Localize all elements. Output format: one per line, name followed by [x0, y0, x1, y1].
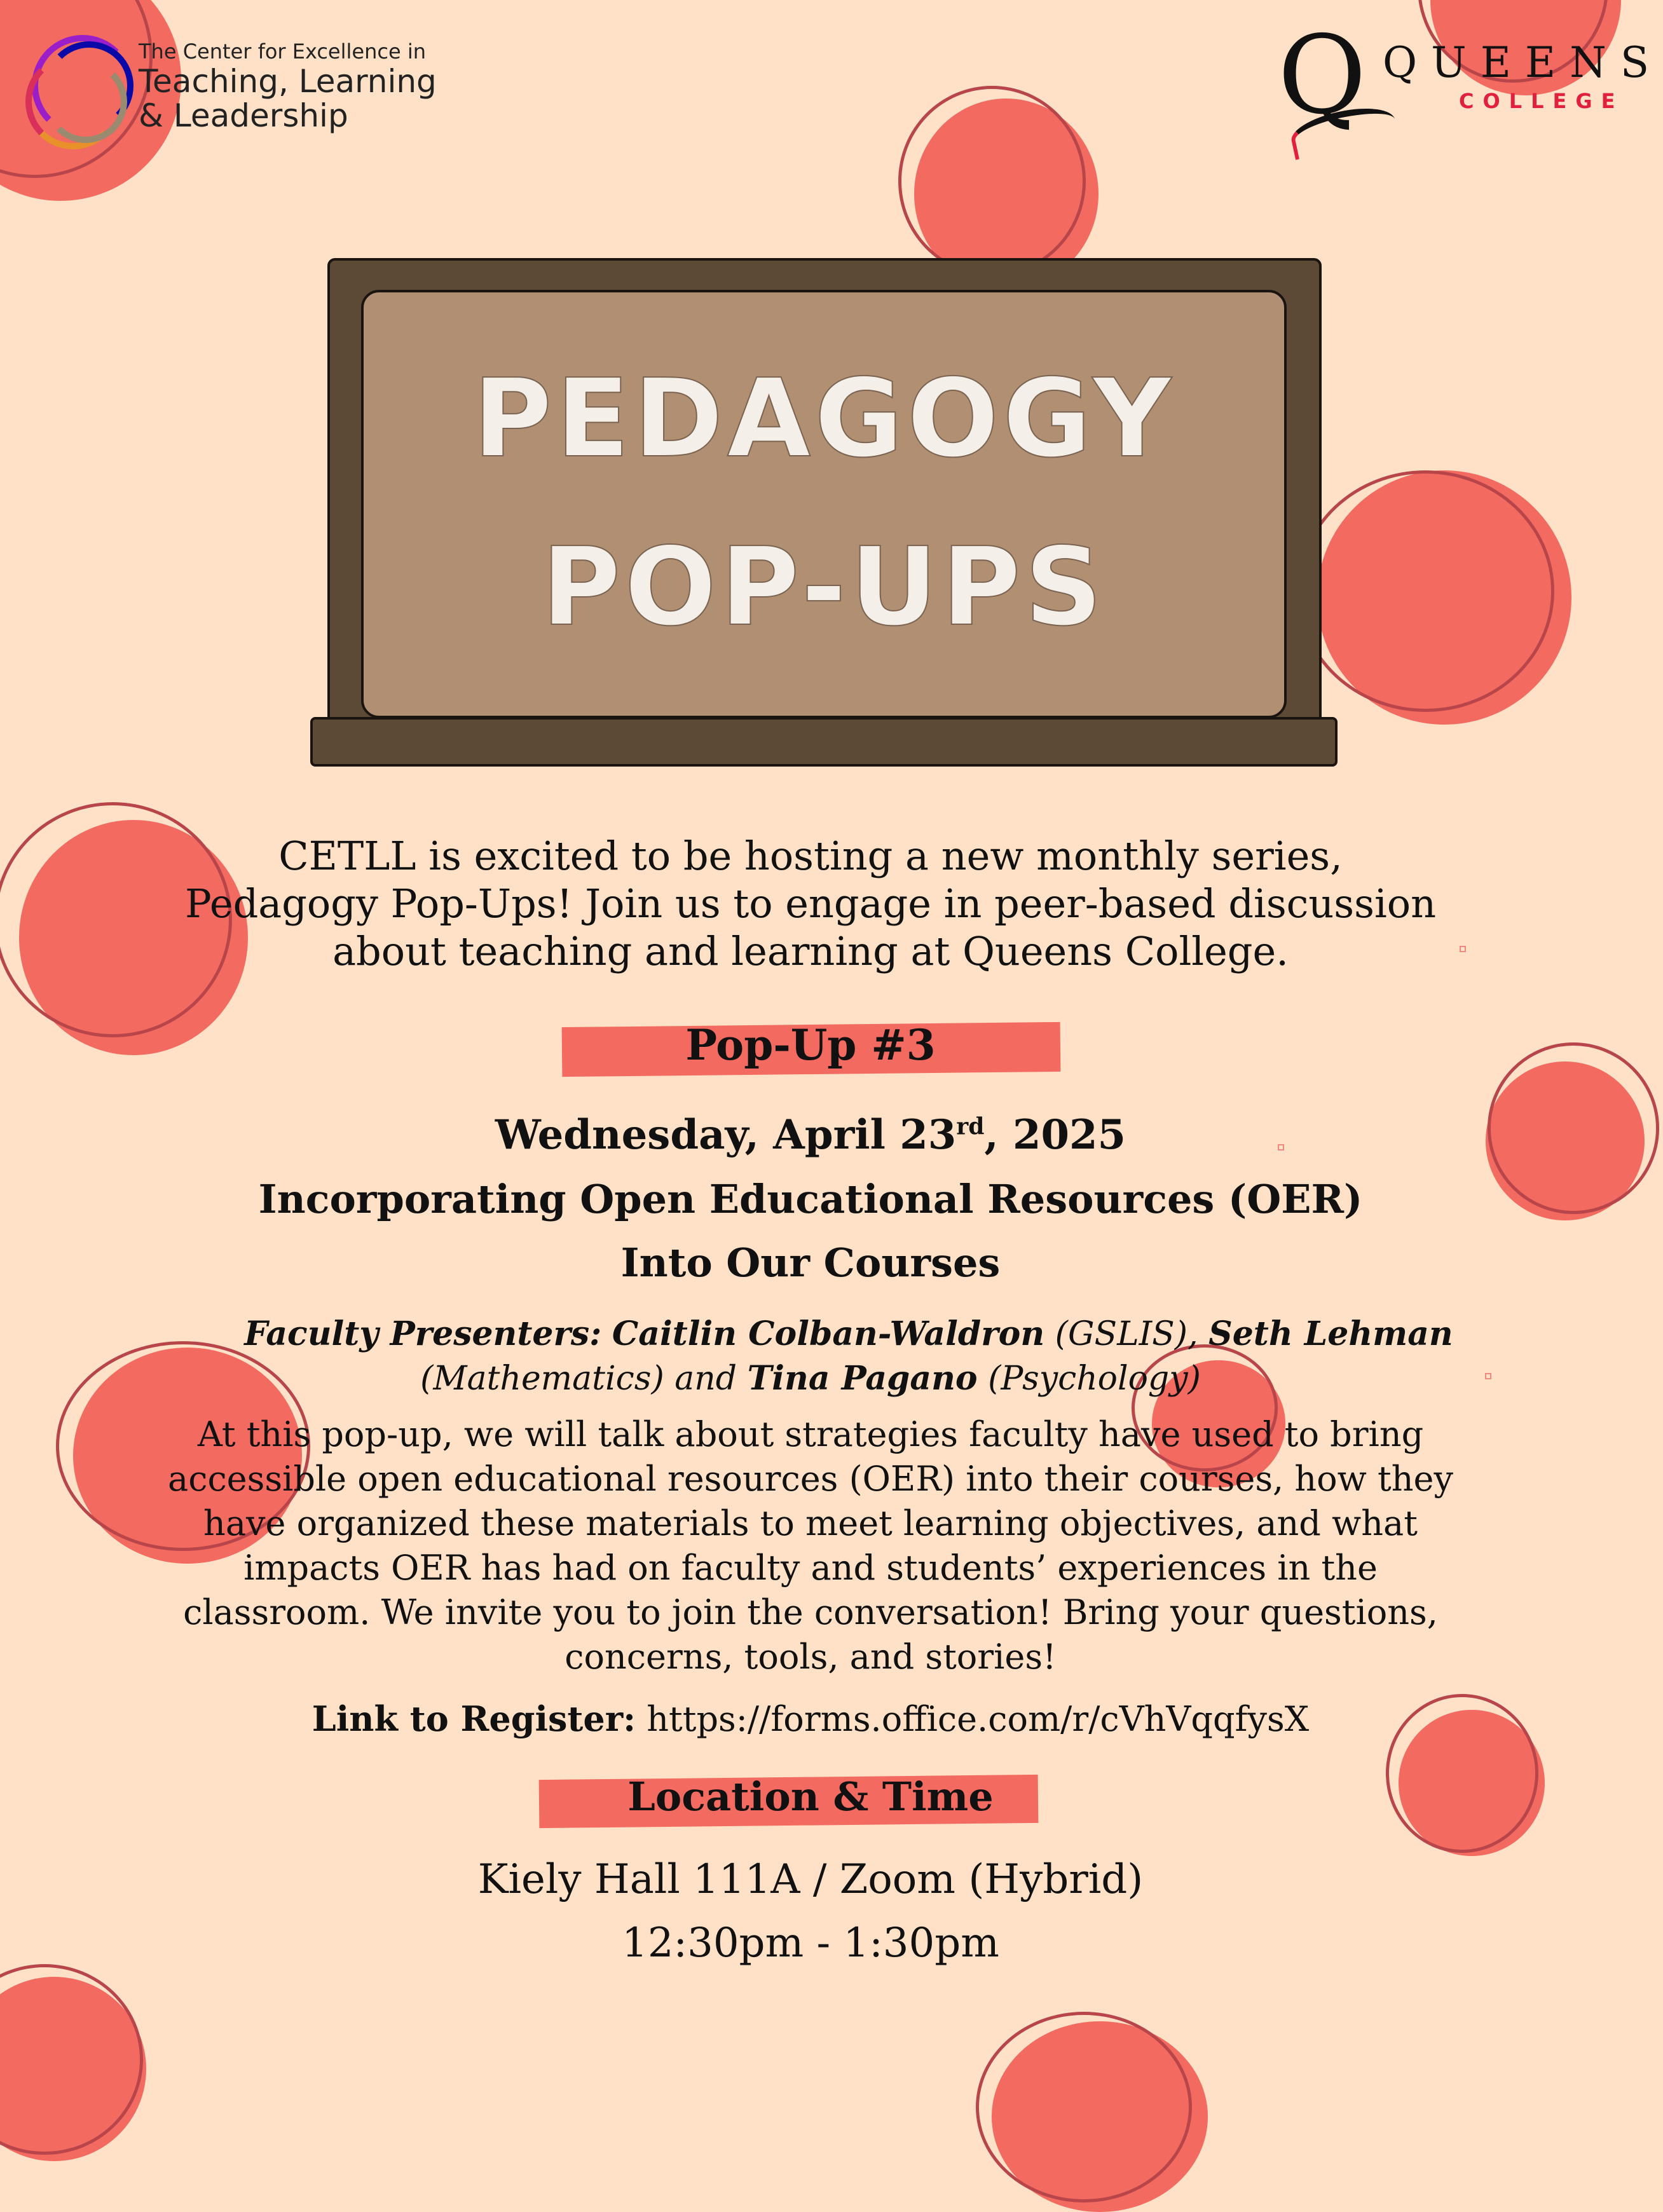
time-text: 12:30pm - 1:30pm — [622, 1920, 999, 1967]
intro-line: Pedagogy Pop-Ups! Join us to engage in peer-based discussion — [184, 880, 1437, 927]
location-label: Location & Time — [627, 1773, 994, 1820]
presenters-and: and — [674, 1360, 737, 1398]
intro-line: about teaching and learning at Queens College. — [332, 928, 1289, 974]
event-title-line: Into Our Courses — [620, 1239, 1001, 1286]
presenter-dept: (Mathematics) — [420, 1360, 664, 1398]
presenters-label: Faculty Presenters: — [244, 1314, 602, 1353]
presenters-line — [0, 1359, 1621, 1398]
register-link[interactable]: https://forms.office.com/r/cVhVqqfysX — [647, 1699, 1310, 1739]
description-line: accessible open educational resources (OER) into their courses, how they — [168, 1459, 1453, 1499]
swirl-logo-icon — [25, 35, 133, 143]
location-text: Kiely Hall 111A / Zoom (Hybrid) — [477, 1856, 1144, 1903]
description-line: At this pop-up, we will talk about strategies faculty have used to bring — [197, 1414, 1424, 1454]
date-year: , 2025 — [984, 1111, 1126, 1159]
board-title-line2: POP-UPS — [541, 524, 1107, 650]
description-line: impacts OER has had on faculty and students’ experiences in the — [243, 1548, 1378, 1588]
queens-sub: COLLEGE — [1459, 89, 1624, 113]
chalkboard-ledge — [310, 717, 1338, 767]
board-title-line1: PEDAGOGY — [472, 356, 1175, 482]
queens-q-letter: Q — [1278, 13, 1367, 139]
description-line: have organized these materials to meet learning objectives, and what — [203, 1503, 1418, 1543]
cetll-line3: & Leadership — [139, 97, 348, 134]
description-line: concerns, tools, and stories! — [565, 1637, 1057, 1677]
register-label: Link to Register: — [311, 1698, 636, 1739]
presenter-name: Seth Lehman — [1208, 1314, 1453, 1353]
cetll-line2: Teaching, Learning — [139, 63, 437, 100]
description-line: classroom. We invite you to join the conversation! Bring your questions, — [183, 1592, 1438, 1632]
presenter-dept: (Psychology) — [988, 1360, 1201, 1398]
date-prefix: Wednesday, April 23 — [495, 1111, 957, 1159]
presenters-line — [0, 1314, 1621, 1353]
intro-line: CETLL is excited to be hosting a new monthly series, — [278, 833, 1343, 879]
presenter-name: Tina Pagano — [747, 1359, 978, 1398]
cetll-line1: The Center for Excellence in — [139, 39, 426, 64]
event-title-line: Incorporating Open Educational Resources (OER) — [258, 1176, 1363, 1222]
cetll-logo — [25, 35, 437, 143]
presenter-name: Caitlin Colban-Waldron — [612, 1314, 1045, 1353]
chalkboard-surface — [361, 290, 1287, 718]
event-date — [0, 1111, 1621, 1159]
queens-name: QUEENS — [1383, 38, 1663, 87]
presenter-dept: (GSLIS), — [1055, 1315, 1198, 1353]
register-line — [0, 1698, 1621, 1739]
date-suffix: rd — [956, 1113, 985, 1140]
popup-label: Pop-Up #3 — [685, 1020, 936, 1070]
